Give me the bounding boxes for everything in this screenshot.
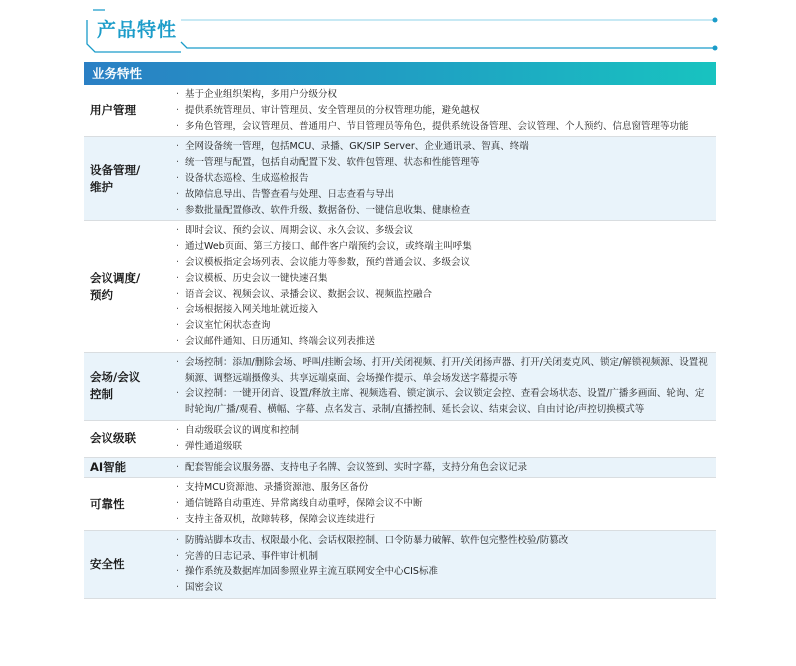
item-text: 会议模板指定会场列表、会议能力等参数，预约普通会议、多级会议: [185, 256, 471, 268]
page-title: 产品特性: [93, 15, 181, 42]
list-item: [173, 255, 712, 271]
item-text: 通信链路自动重连、异常离线自动重呼，保障会议不中断: [185, 498, 423, 510]
item-text: 多角色管理，会议管理员、普通用户、节目管理员等角色，提供系统设备管理、会议管理、个人预约、信息窗管理等功能: [185, 120, 689, 132]
list-item: [173, 439, 712, 455]
item-text: 支持主备双机，故障转移，保障会议连续进行: [185, 513, 376, 525]
list-item: [173, 480, 712, 496]
table-body: [84, 85, 716, 599]
bullet-icon: ·: [176, 582, 180, 594]
row-items: [173, 421, 716, 457]
row-category: 可靠性: [90, 496, 125, 511]
bullet-icon: ·: [176, 356, 180, 368]
bullet-icon: ·: [176, 120, 180, 132]
list-item: [173, 203, 712, 219]
bullet-icon: ·: [176, 172, 180, 184]
bullet-icon: ·: [176, 89, 180, 100]
bullet-icon: ·: [176, 482, 180, 494]
row-category: 用户管理: [90, 103, 136, 118]
item-text: 弹性通道级联: [185, 440, 243, 452]
list-item: [173, 171, 712, 187]
bullet-icon: ·: [176, 388, 180, 400]
bullet-icon: ·: [176, 225, 180, 237]
bullet-icon: ·: [176, 241, 180, 253]
item-text: 会议邮件通知、日历通知、终端会议列表推送: [185, 335, 376, 347]
list-item: [173, 271, 712, 287]
bullet-icon: ·: [176, 440, 180, 452]
item-text: 会场根据接入网关地址就近接入: [185, 304, 319, 316]
list-item: [173, 302, 712, 318]
bullet-icon: ·: [176, 188, 180, 200]
bullet-icon: ·: [176, 157, 180, 169]
row-items: [173, 458, 716, 478]
row-items: [173, 531, 716, 598]
bullet-icon: ·: [176, 320, 180, 332]
table-header: 业务特性: [84, 62, 716, 85]
item-text: 会场控制：添加/删除会场、呼叫/挂断会场、打开/关闭视频、打开/关闭扬声器、打开/关闭麦克风、锁定/解锁视频源、设置视频源、调整远端摄像头、共享远端桌面、会场操作提示、单会场发送字幕提示等: [185, 356, 708, 384]
list-item: [173, 423, 712, 439]
item-text: 会议室忙闲状态查询: [185, 320, 271, 332]
bullet-icon: ·: [176, 256, 180, 268]
list-item: [173, 355, 712, 387]
list-item: [173, 187, 712, 203]
table-row: [84, 478, 716, 530]
item-text: 防腾站脚本攻击、权限最小化、会话权限控制、口令防暴力破解、软件包完整性校验/防篡改: [185, 534, 569, 546]
row-category: 会议调度/ 预约: [90, 270, 141, 302]
table-row: [84, 221, 716, 352]
item-text: 统一管理与配置，包括自动配置下发、软件包管理、状态和性能管理等: [185, 157, 480, 169]
list-item: [173, 318, 712, 334]
item-text: 完善的日志记录、事件审计机制: [185, 550, 319, 562]
list-item: [173, 512, 712, 528]
bullet-icon: ·: [176, 204, 180, 216]
bullet-icon: ·: [176, 304, 180, 316]
item-text: 配套智能会议服务器、支持电子名牌、会议签到、实时字幕，支持分角色会议记录: [185, 461, 528, 473]
list-item: [173, 564, 712, 580]
row-category: 会场/会议 控制: [90, 370, 141, 402]
row-items: [173, 478, 716, 529]
row-items: [173, 353, 716, 420]
bullet-icon: ·: [176, 424, 180, 436]
bullet-icon: ·: [176, 288, 180, 300]
list-item: [173, 496, 712, 512]
item-text: 故障信息导出、告警查看与处理、日志查看与导出: [185, 188, 395, 200]
list-item: [173, 334, 712, 350]
section-title-banner: [75, 6, 725, 54]
item-text: 参数批量配置修改、软件升级、数据备份、一键信息收集、健康检查: [185, 204, 471, 216]
features-table: [84, 62, 716, 599]
bullet-icon: ·: [176, 272, 180, 284]
row-category: 会议级联: [90, 431, 136, 446]
list-item: [173, 287, 712, 303]
list-item: [173, 155, 712, 171]
bullet-icon: ·: [176, 566, 180, 578]
row-items: [173, 137, 716, 220]
bullet-icon: ·: [176, 550, 180, 562]
list-item: [173, 223, 712, 239]
list-item: [173, 103, 712, 119]
list-item: [173, 87, 712, 103]
bullet-icon: ·: [176, 534, 180, 546]
list-item: [173, 386, 712, 418]
item-text: 设备状态巡检、生成巡检报告: [185, 172, 309, 184]
item-text: 语音会议、视频会议、录播会议、数据会议、视频监控融合: [185, 288, 433, 300]
item-text: 自动级联会议的调度和控制: [185, 424, 300, 436]
list-item: [173, 239, 712, 255]
row-category: AI智能: [90, 459, 127, 474]
row-category: 设备管理/ 维护: [90, 162, 141, 194]
table-row: [84, 421, 716, 458]
row-items: [173, 85, 716, 136]
item-text: 支持MCU资源池、录播资源池、服务区备份: [185, 482, 369, 494]
table-row: [84, 531, 716, 599]
list-item: [173, 460, 712, 476]
table-row: [84, 137, 716, 221]
row-category: 安全性: [90, 556, 125, 571]
bullet-icon: ·: [176, 461, 180, 473]
item-text: 操作系统及数据库加固参照业界主流互联网安全中心CIS标准: [185, 566, 438, 578]
table-row: [84, 85, 716, 137]
list-item: [173, 549, 712, 565]
list-item: [173, 580, 712, 596]
bullet-icon: ·: [176, 141, 180, 153]
table-row: [84, 458, 716, 479]
item-text: 会议模板、历史会议一键快速召集: [185, 272, 328, 284]
item-text: 全网设备统一管理，包括MCU、录播、GK/SIP Server、企业通讯录、智真、终端: [185, 141, 529, 153]
list-item: [173, 119, 712, 135]
item-text: 会议控制：一键开闭音、设置/释放主席、视频选看、锁定演示、会议锁定会控、查看会场状态、设置/广播多画面、轮询、定时轮询/广播/观看、横幅、字幕、点名发言、录制/直播控制、延长会议、结束会议、自由讨论/声控切换模式等: [185, 388, 705, 416]
bullet-icon: ·: [176, 335, 180, 347]
list-item: [173, 533, 712, 549]
bullet-icon: ·: [176, 104, 180, 116]
item-text: 提供系统管理员、审计管理员、安全管理员的分权管理功能，避免越权: [185, 104, 480, 116]
list-item: [173, 139, 712, 155]
item-text: 基于企业组织架构，多用户分级分权: [185, 89, 338, 100]
bullet-icon: ·: [176, 498, 180, 510]
item-text: 国密会议: [185, 582, 224, 594]
bullet-icon: ·: [176, 513, 180, 525]
row-items: [173, 221, 716, 351]
item-text: 通过Web页面、第三方接口、邮件客户端预约会议，或终端主叫呼集: [185, 241, 472, 253]
table-row: [84, 353, 716, 421]
item-text: 即时会议、预约会议、周期会议、永久会议、多级会议: [185, 225, 414, 237]
